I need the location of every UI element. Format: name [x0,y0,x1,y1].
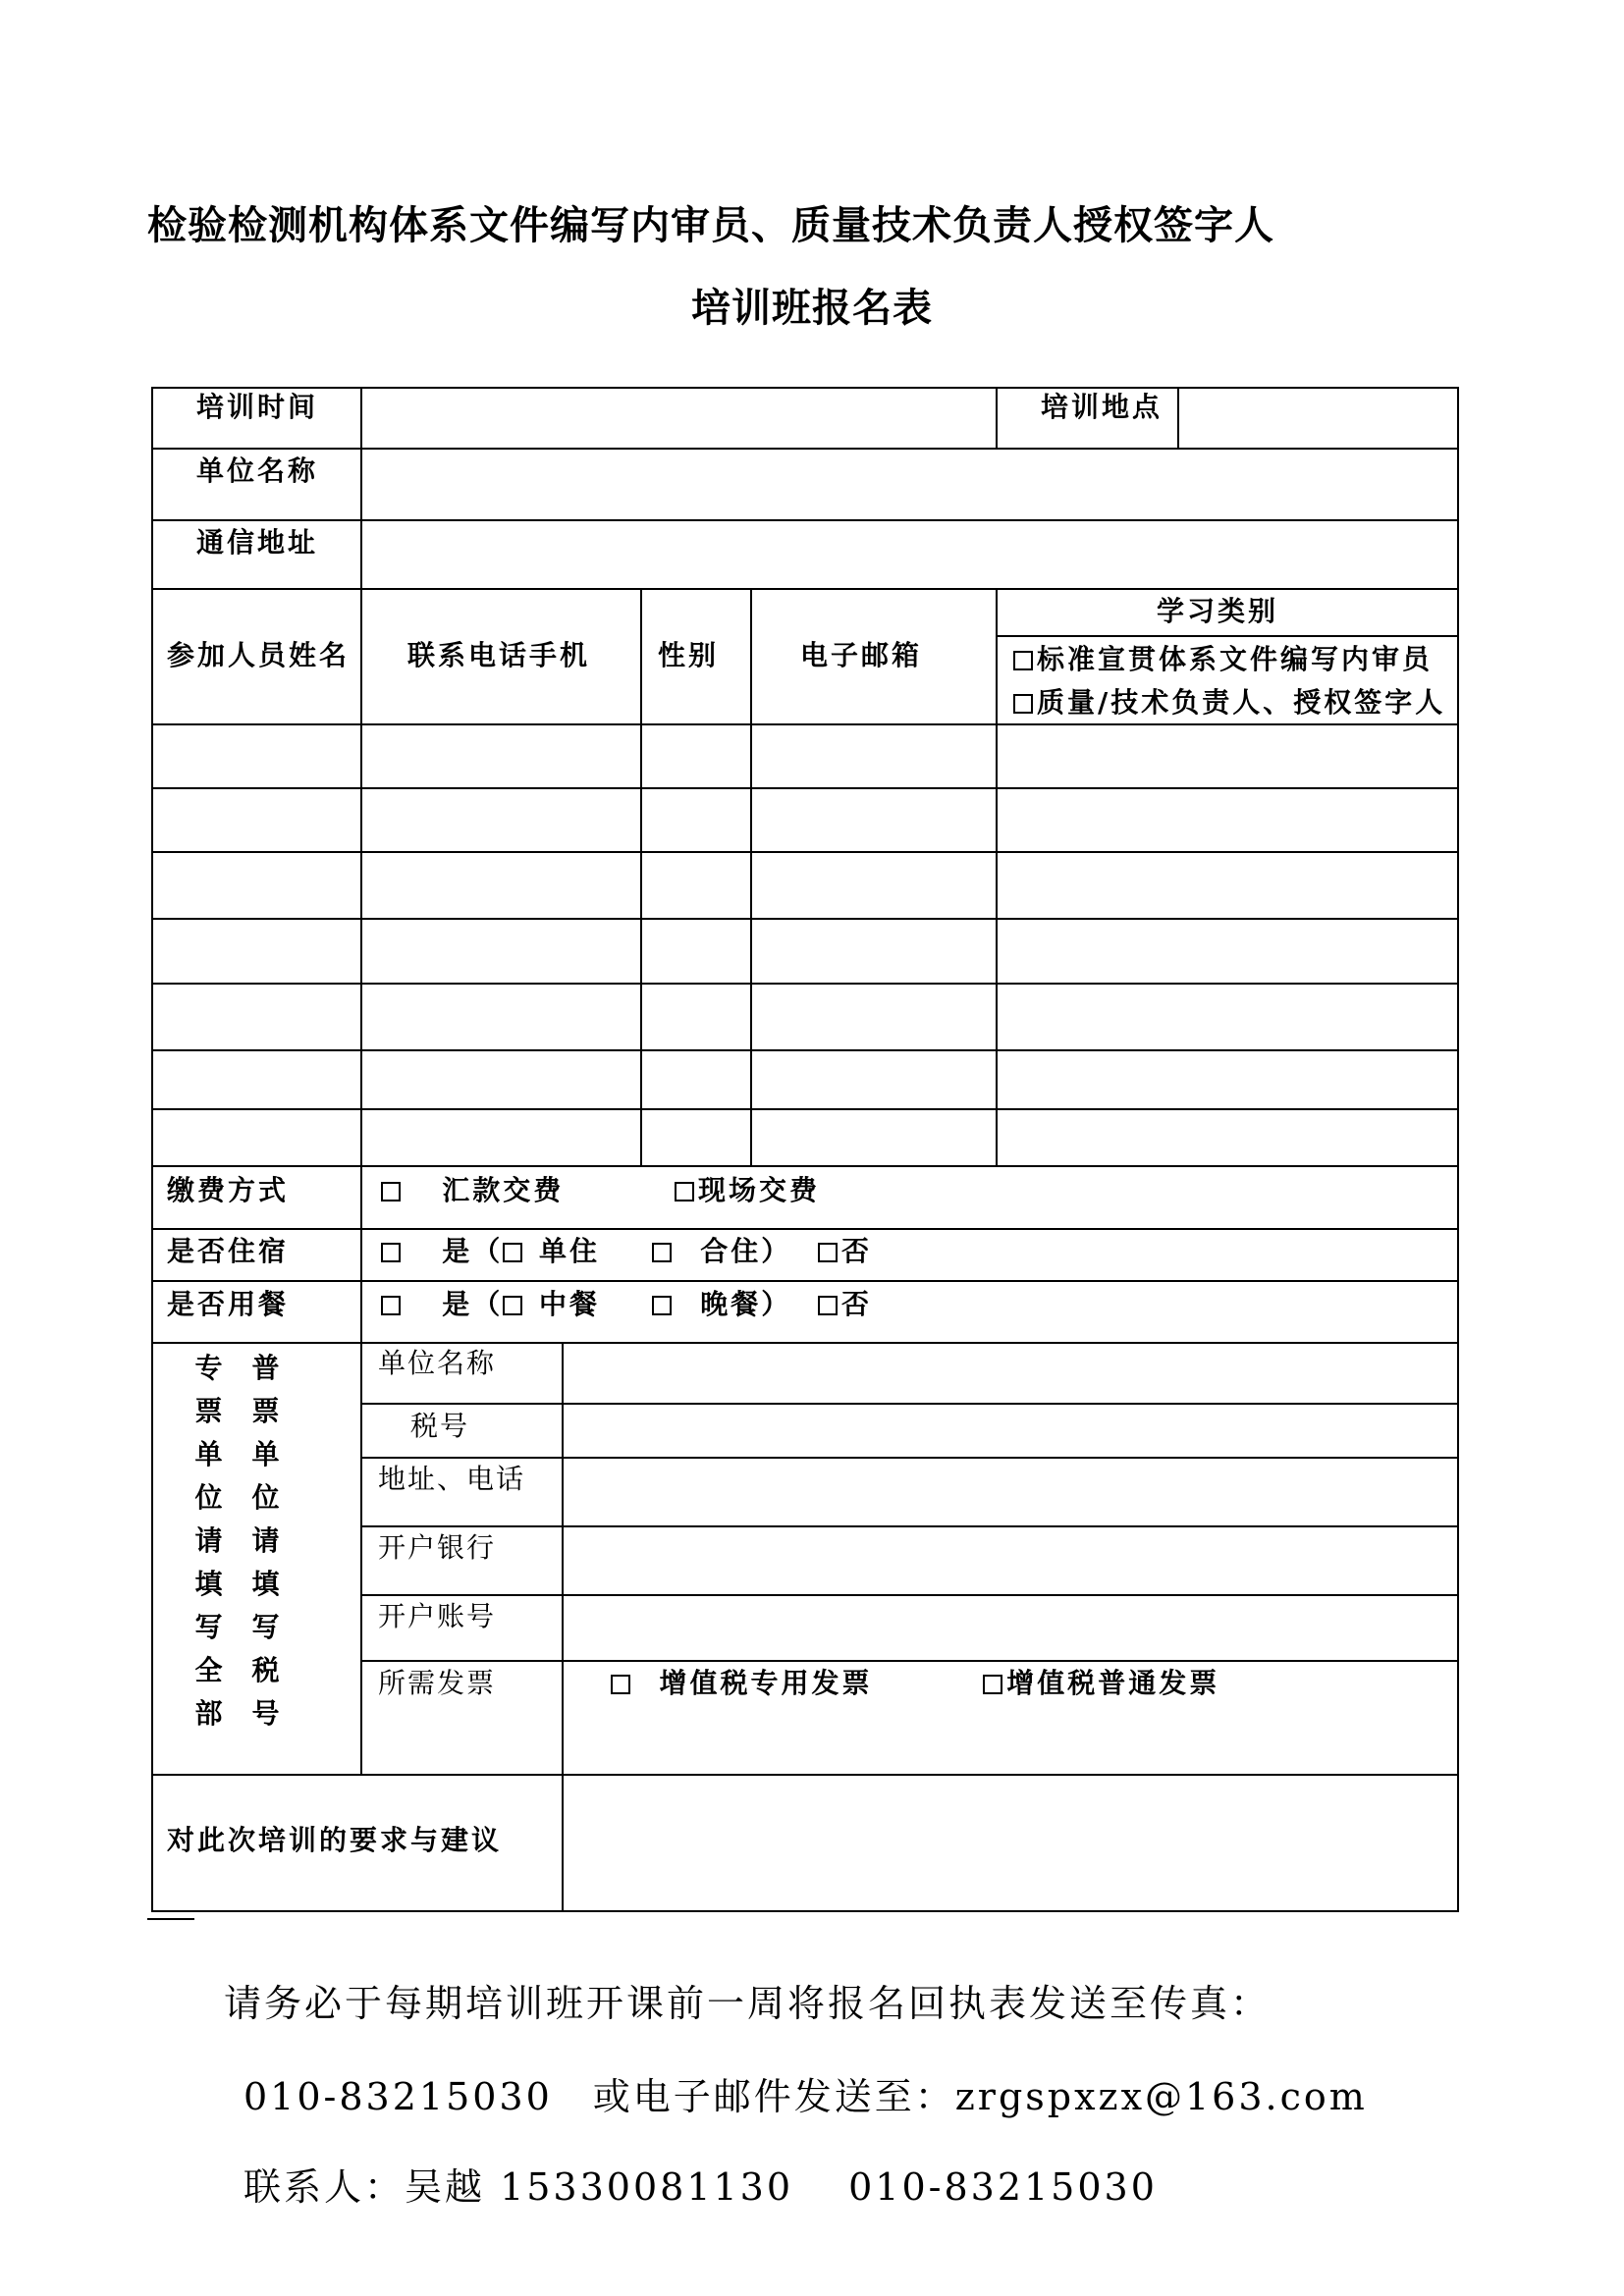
address-label: 通信地址 [196,526,319,559]
training-location-label: 培训地点 [1041,391,1164,423]
meals-options: 是（ 中餐 晚餐） 否 [381,1288,872,1321]
lodging-options: 是（ 单住 合住） 否 [381,1235,872,1268]
invoice-note-normal: 普票单位请填写税号 [251,1352,283,1730]
footer-instruction: 请务必于每期培训班开课前一周将报名回执表发送至传真： [224,1982,1272,2025]
vat-normal-option[interactable]: 增值税普通发票 [983,1667,1219,1699]
invoice-unit-name-label: 单位名称 [378,1347,497,1379]
col-email-header: 电子邮箱 [800,639,923,671]
category-option-2[interactable]: 质量/技术负责人、授权签字人 [1013,686,1445,720]
payment-remit-option[interactable]: 汇款交费 [381,1174,564,1206]
checkbox-icon[interactable] [652,1296,672,1315]
checkbox-icon[interactable] [381,1296,401,1315]
vat-special-option[interactable]: 增值税专用发票 [611,1667,873,1699]
suggestions-label: 对此次培训的要求与建议 [167,1824,503,1856]
invoice-type-options [611,1667,1219,1700]
checkbox-icon[interactable] [1013,694,1033,714]
invoice-tax-id-label: 税号 [410,1410,470,1442]
payment-onsite-option[interactable]: 现场交费 [675,1174,820,1206]
col-category-header: 学习类别 [1157,595,1279,627]
col-name-header: 参加人员姓名 [167,639,351,671]
document-subtitle: 培训班报名表 [691,286,933,331]
checkbox-icon[interactable] [503,1296,522,1315]
col-phone-header: 联系电话手机 [407,639,591,671]
checkbox-icon[interactable] [1013,651,1033,670]
payment-options [381,1174,820,1207]
footer-contact-fax-email: 010-83215030 或电子邮件发送至：zrgspxzx@163.com [244,2075,1368,2118]
footer-contact-person: 联系人：吴越 15330081130 010-83215030 [244,2165,1158,2209]
unit-name-label: 单位名称 [196,454,319,487]
category-option-1[interactable]: 标准宣贯体系文件编写内审员 [1013,643,1433,676]
checkbox-icon[interactable] [611,1675,630,1694]
training-time-label: 培训时间 [196,391,319,423]
checkbox-icon[interactable] [818,1243,838,1262]
checkbox-icon[interactable] [503,1243,522,1262]
lodging-label: 是否住宿 [167,1235,290,1267]
checkbox-icon[interactable] [381,1243,401,1262]
document-title: 检验检测机构体系文件编写内审员、质量技术负责人授权签字人 [147,203,1274,248]
invoice-account-label: 开户账号 [378,1600,497,1632]
invoice-note-special: 专票单位请填写全部 [194,1352,226,1730]
checkbox-icon[interactable] [818,1296,838,1315]
payment-label: 缴费方式 [167,1174,290,1206]
invoice-type-label: 所需发票 [378,1667,497,1699]
invoice-address-phone-label: 地址、电话 [378,1463,526,1495]
invoice-bank-label: 开户银行 [378,1531,497,1564]
checkbox-icon[interactable] [675,1182,694,1201]
checkbox-icon[interactable] [652,1243,672,1262]
meals-label: 是否用餐 [167,1288,290,1320]
checkbox-icon[interactable] [983,1675,1002,1694]
checkbox-icon[interactable] [381,1182,401,1201]
col-gender-header: 性别 [658,639,720,671]
